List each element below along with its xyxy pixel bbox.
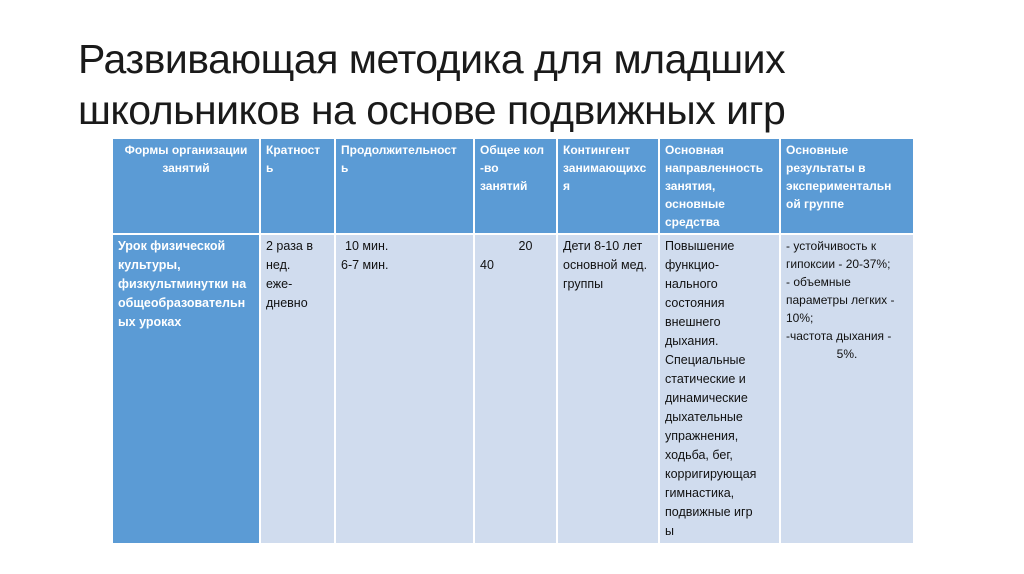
cell-text: функцио- (665, 258, 720, 272)
header-text: Кратност (266, 143, 321, 157)
cell-text: еже- (266, 277, 293, 291)
header-text: Контингент (563, 143, 631, 157)
header-text: ь (341, 161, 349, 175)
header-text: -во (480, 161, 499, 175)
header-text: занятий (480, 179, 528, 193)
cell-text: упражнения, (665, 429, 739, 443)
header-text: Формы организации (124, 143, 248, 157)
cell-frequency (260, 234, 335, 544)
header-text: направленность (665, 161, 764, 175)
header-text: основные (665, 197, 725, 211)
cell-text: общеобразовательн (118, 296, 246, 310)
header-text: экспериментальн (786, 179, 892, 193)
header-text: занятия, (665, 179, 716, 193)
cell-text: 10 мин. (345, 239, 389, 253)
cell-text: состояния (665, 296, 725, 310)
cell-duration (335, 234, 474, 544)
header-frequency (260, 138, 335, 234)
methodology-table (111, 137, 915, 545)
table-row (112, 234, 914, 544)
cell-text: Дети 8-10 лет (563, 239, 643, 253)
header-text: результаты в (786, 161, 866, 175)
slide-title (78, 34, 958, 136)
cell-text: гипоксии - 20-37%; (786, 257, 891, 271)
header-results (780, 138, 914, 234)
cell-text: Специальные (665, 353, 746, 367)
cell-text: 6-7 мин. (341, 258, 389, 272)
cell-text: дыхания. (665, 334, 719, 348)
header-contingent (557, 138, 659, 234)
cell-direction (659, 234, 780, 544)
cell-text: 5%. (836, 347, 858, 361)
cell-text: нед. (266, 258, 291, 272)
cell-text: - устойчивость к (786, 239, 877, 253)
cell-text: нального (665, 277, 718, 291)
cell-text: Урок физической (118, 239, 226, 253)
cell-results (780, 234, 914, 544)
cell-text: динамические (665, 391, 748, 405)
table-header-row (112, 138, 914, 234)
cell-text: параметры легких - (786, 293, 895, 307)
cell-contingent (557, 234, 659, 544)
header-text: Основная (665, 143, 724, 157)
header-forms (112, 138, 260, 234)
header-total (474, 138, 557, 234)
cell-text: 10%; (786, 311, 814, 325)
title-line-2: школьников на основе подвижных игр (78, 87, 786, 133)
cell-text: 40 (480, 258, 494, 272)
cell-text: ходьба, бег, (665, 448, 733, 462)
header-text: ь (266, 161, 274, 175)
header-text: я (563, 179, 571, 193)
cell-text: основной мед. (563, 258, 648, 272)
header-text: занимающихс (563, 161, 647, 175)
header-text: средства (665, 215, 720, 229)
header-direction (659, 138, 780, 234)
header-text: ой группе (786, 197, 845, 211)
cell-text: дыхательные (665, 410, 743, 424)
header-text: Основные (786, 143, 849, 157)
cell-text: 2 раза в (266, 239, 313, 253)
cell-text: статические и (665, 372, 746, 386)
cell-text: дневно (266, 296, 308, 310)
header-duration (335, 138, 474, 234)
cell-form (112, 234, 260, 544)
header-text: Продолжительност (341, 143, 457, 157)
cell-text: 20 (518, 239, 533, 253)
cell-text: группы (563, 277, 604, 291)
cell-total (474, 234, 557, 544)
cell-text: -частота дыхания - (786, 329, 892, 343)
title-line-1: Развивающая методика для младших (78, 36, 786, 82)
cell-text: культуры, (118, 258, 181, 272)
cell-text: корригирующая (665, 467, 757, 481)
cell-text: ых уроках (118, 315, 182, 329)
header-text: Общее кол (480, 143, 545, 157)
cell-text: гимнастика, (665, 486, 735, 500)
header-text: занятий (162, 161, 210, 175)
cell-text: физкультминутки на (118, 277, 247, 291)
cell-text: Повышение (665, 239, 735, 253)
cell-text: подвижные игр (665, 505, 753, 519)
cell-text: ы (665, 524, 674, 538)
cell-text: - объемные (786, 275, 851, 289)
cell-text: внешнего (665, 315, 721, 329)
